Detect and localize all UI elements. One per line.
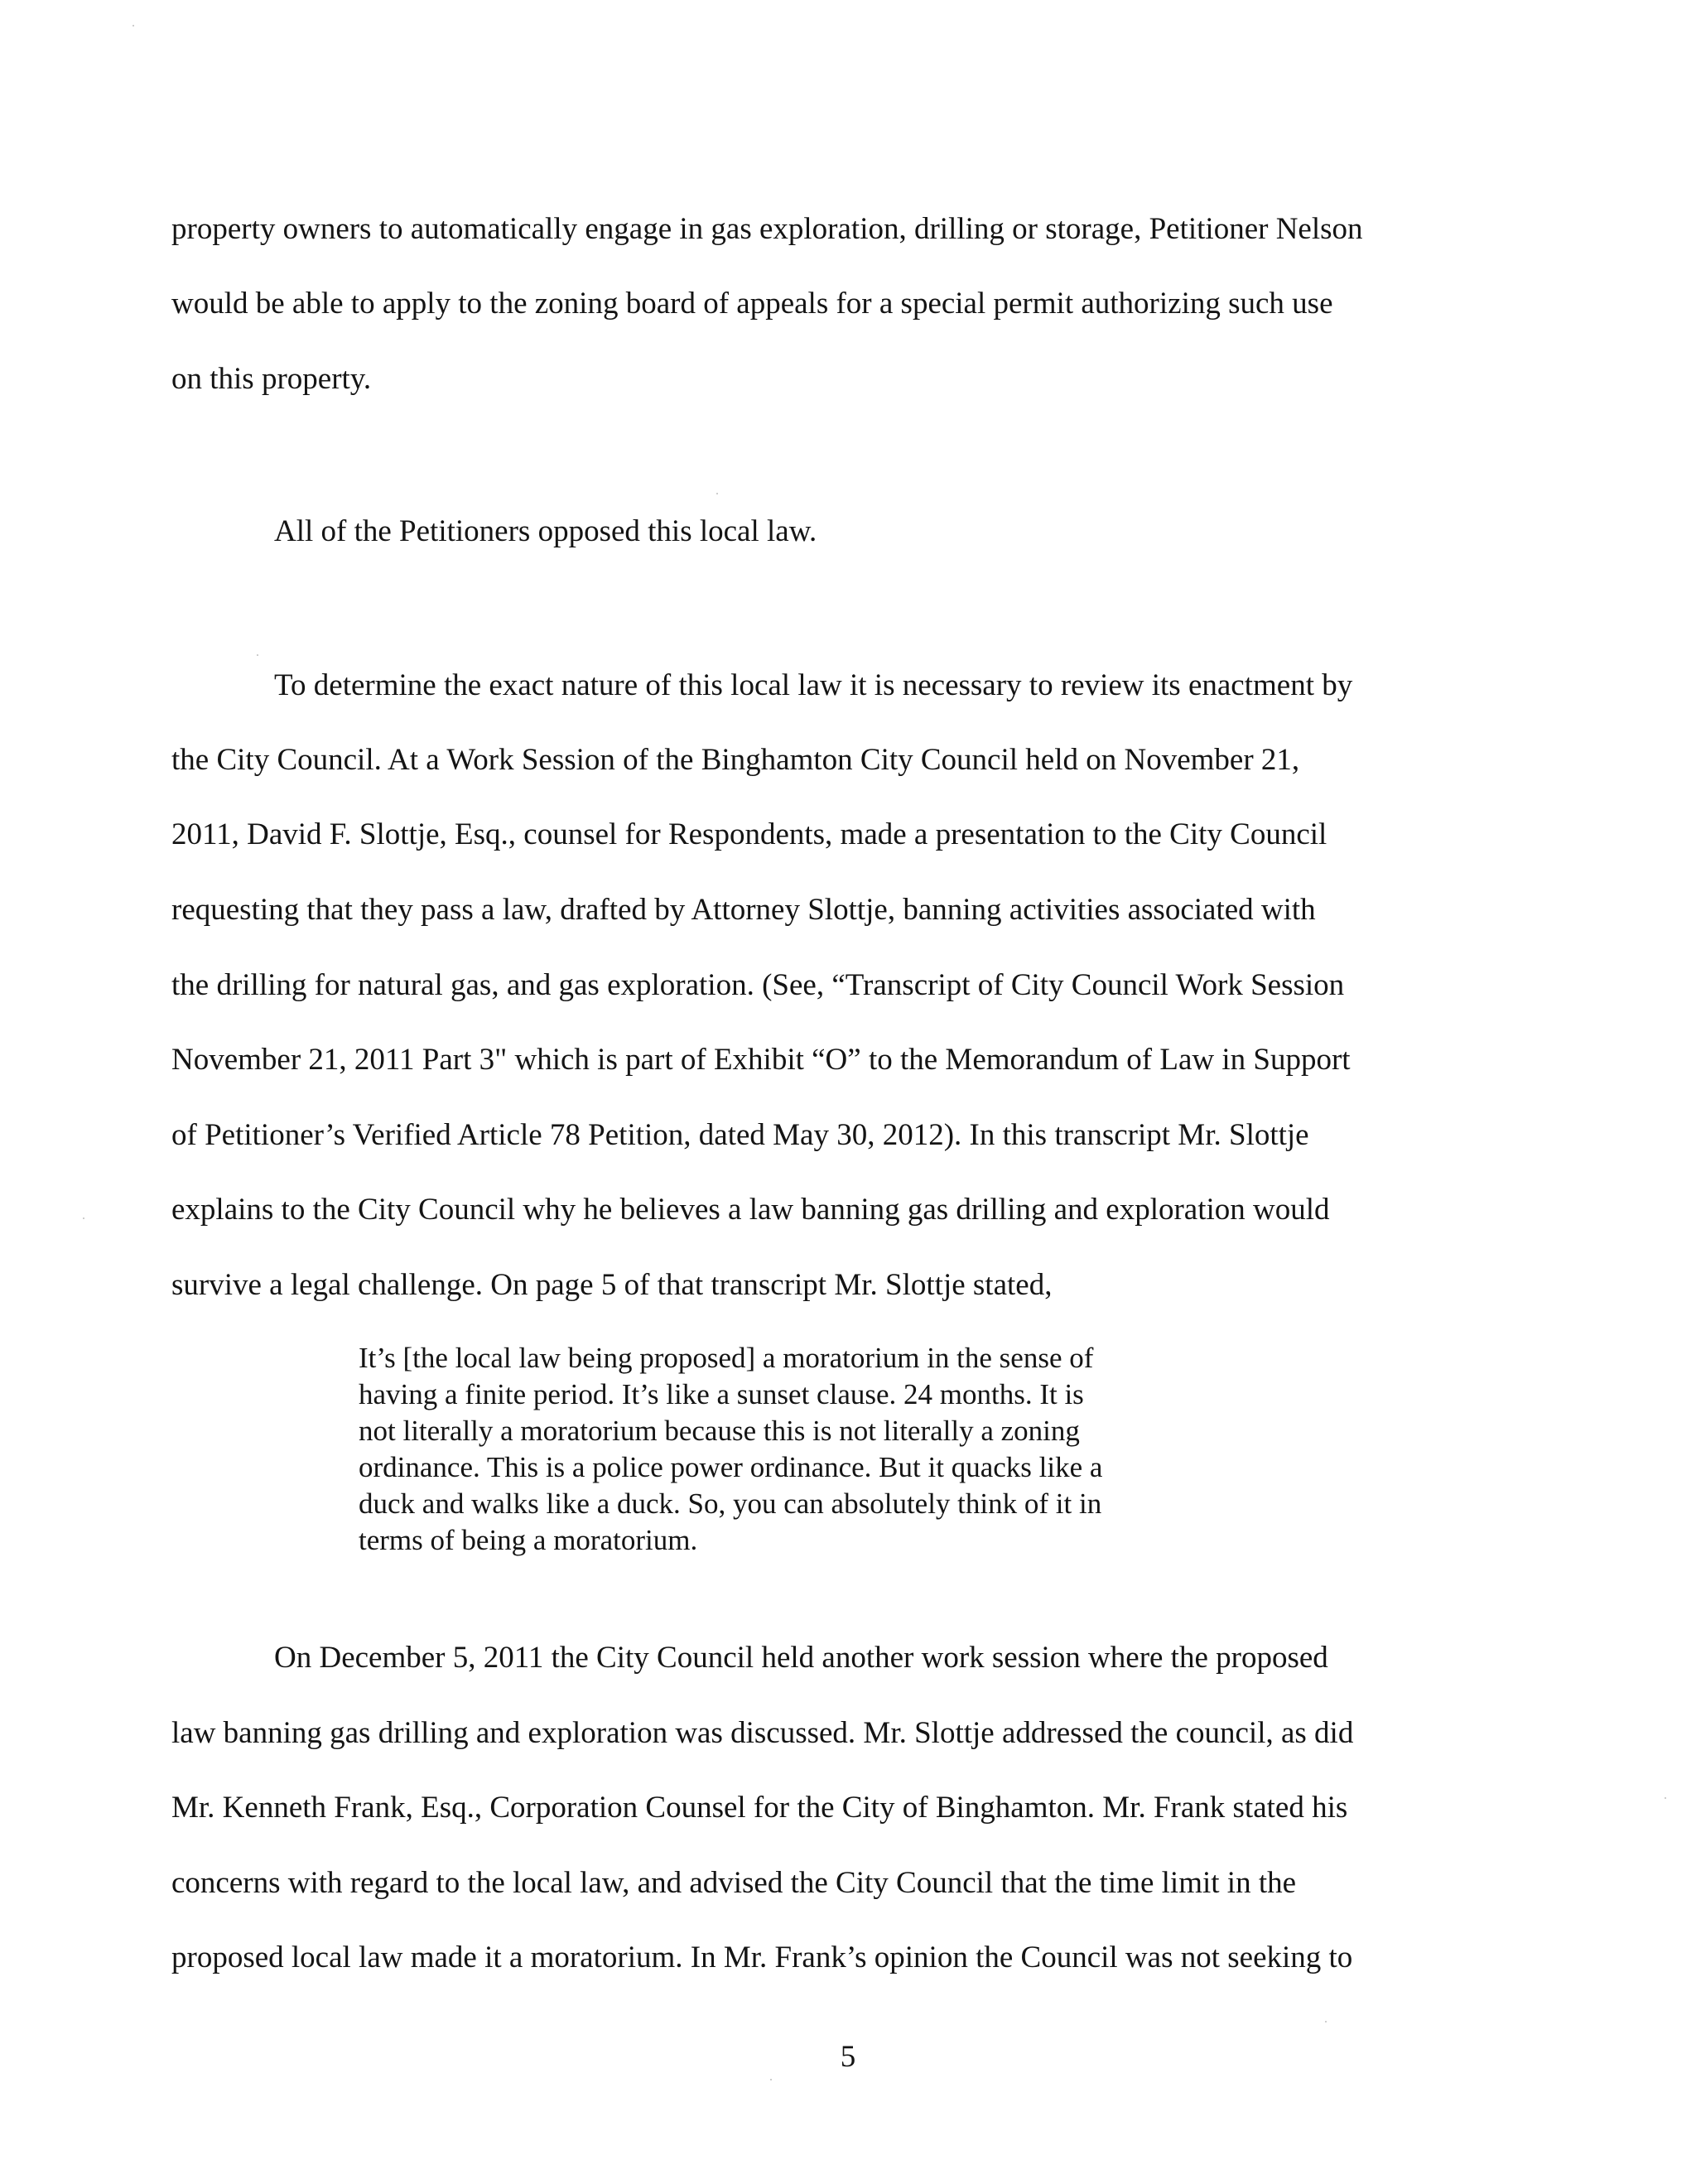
scan-speck [83, 1217, 84, 1219]
block-quote-line-3: not literally a moratorium because this is not literally a zoning [359, 1415, 1080, 1447]
paragraph-1-line-1: property owners to automatically engage in gas exploration, drilling or storage, Petitioner Nelson [171, 212, 1363, 246]
block-quote-line-6: terms of being a moratorium. [359, 1524, 698, 1556]
paragraph-4-line-5: proposed local law made it a moratorium. In Mr. Frank’s opinion the Council was not seeking to [171, 1941, 1353, 1974]
paragraph-4-line-1: On December 5, 2011 the City Council held another work session where the proposed [274, 1641, 1328, 1675]
paragraph-3-line-1: To determine the exact nature of this local law it is necessary to review its enactment by [274, 668, 1353, 702]
paragraph-2-line-1: All of the Petitioners opposed this local law. [274, 514, 817, 548]
paragraph-3-line-4: requesting that they pass a law, drafted by Attorney Slottje, banning activities associated with [171, 893, 1316, 927]
paragraph-3-line-6: November 21, 2011 Part 3" which is part of Exhibit “O” to the Memorandum of Law in Support [171, 1043, 1351, 1077]
page-number: 5 [840, 2040, 856, 2074]
block-quote-line-1: It’s [the local law being proposed] a moratorium in the sense of [359, 1342, 1094, 1374]
paragraph-3-line-2: the City Council. At a Work Session of the Binghamton City Council held on November 21, [171, 743, 1300, 777]
paragraph-4-line-4: concerns with regard to the local law, and advised the City Council that the time limit in the [171, 1866, 1297, 1900]
scan-speck [132, 25, 134, 27]
paragraph-1-line-2: would be able to apply to the zoning board of appeals for a special permit authorizing such use [171, 287, 1333, 321]
paragraph-4-line-3: Mr. Kenneth Frank, Esq., Corporation Counsel for the City of Binghamton. Mr. Frank stated his [171, 1791, 1348, 1825]
paragraph-1-line-3: on this property. [171, 362, 372, 396]
block-quote-line-2: having a finite period. It’s like a sunset clause. 24 months. It is [359, 1378, 1084, 1410]
paragraph-3-line-8: explains to the City Council why he believes a law banning gas drilling and exploration would [171, 1193, 1330, 1227]
block-quote-line-4: ordinance. This is a police power ordinance. But it quacks like a [359, 1451, 1103, 1483]
scan-speck [716, 493, 718, 494]
paragraph-3-line-3: 2011, David F. Slottje, Esq., counsel for Respondents, made a presentation to the City Council [171, 817, 1327, 851]
paragraph-4-line-2: law banning gas drilling and exploration was discussed. Mr. Slottje addressed the council, as did [171, 1716, 1354, 1750]
scan-speck [1325, 2021, 1327, 2022]
scan-speck [770, 2079, 772, 2080]
paragraph-3-line-9: survive a legal challenge. On page 5 of that transcript Mr. Slottje stated, [171, 1268, 1053, 1302]
scan-speck [1665, 1797, 1666, 1799]
paragraph-3-line-7: of Petitioner’s Verified Article 78 Petition, dated May 30, 2012). In this transcript Mr. Slottje [171, 1118, 1309, 1152]
scan-speck [257, 654, 258, 656]
paragraph-3-line-5: the drilling for natural gas, and gas exploration. (See, “Transcript of City Council Work Session [171, 968, 1345, 1002]
block-quote-line-5: duck and walks like a duck. So, you can absolutely think of it in [359, 1487, 1102, 1520]
